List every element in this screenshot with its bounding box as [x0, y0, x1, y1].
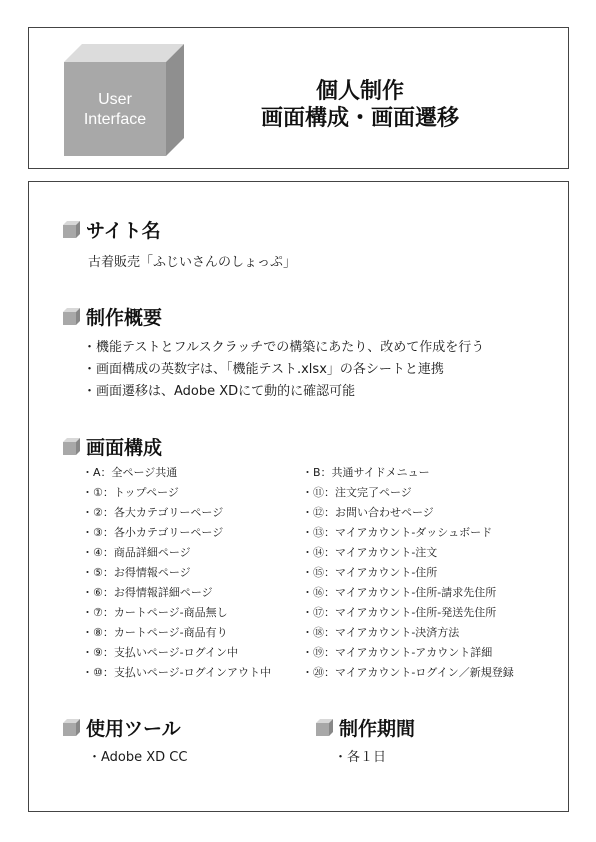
overview-item: ・機能テストとフルスクラッチでの構築にあたり、改めて作成を行う	[83, 340, 485, 355]
heading-text: 使用ツール	[86, 718, 181, 740]
page-subtitle: 画面構成・画面遷移	[260, 106, 459, 131]
screen-list-item: ・⑤：お得情報ページ	[82, 566, 191, 579]
tools-item: ・Adobe XD CC	[88, 750, 188, 765]
period-heading	[316, 714, 415, 741]
page-title: 個人制作	[315, 79, 404, 104]
square-bullet-icon	[63, 438, 80, 455]
overview-item: ・画面構成の英数字は、「機能テスト.xlsx」の各シートと連携	[83, 362, 444, 377]
screen-list-item: ・⑦：カートページ-商品無し	[82, 606, 228, 619]
screen-list-item: ・⑯：マイアカウント-住所-請求先住所	[302, 586, 497, 599]
screen-list-item: ・⑨：支払いページ-ログイン中	[82, 646, 239, 659]
screen-list-item: ・⑬：マイアカウント-ダッシュボード	[302, 526, 493, 539]
cube-label-user: User	[98, 91, 132, 108]
screen-list-item: ・⑥：お得情報詳細ページ	[82, 586, 213, 599]
screen-list-item: ・①：トップページ	[82, 486, 179, 499]
heading-text: 制作期間	[339, 718, 416, 740]
period-item: ・各１日	[334, 750, 387, 765]
screen-list-item: ・⑭：マイアカウント-注文	[302, 546, 438, 559]
overview-heading	[63, 303, 162, 330]
tools-heading	[63, 714, 181, 741]
screen-list-item: ・②：各大カテゴリーページ	[82, 506, 224, 519]
square-bullet-icon	[63, 308, 80, 325]
site-name-value: 古着販売「ふじいさんのしょっぷ」	[88, 255, 297, 270]
square-bullet-icon	[316, 719, 333, 736]
square-bullet-icon	[63, 719, 80, 736]
screen-list-item: ・⑩：支払いページ-ログインアウト中	[82, 666, 272, 679]
screen-list-item: ・A：全ページ共通	[82, 466, 178, 479]
screen-list-item: ・⑱：マイアカウント-決済方法	[302, 626, 460, 639]
screen-list-item: ・③：各小カテゴリーページ	[82, 526, 224, 539]
screens-heading	[63, 433, 162, 460]
screen-list-item: ・⑳：マイアカウント-ログイン／新規登録	[302, 666, 514, 679]
screen-list-item: ・⑫：お問い合わせページ	[302, 506, 434, 519]
heading-text: サイト名	[86, 220, 161, 242]
site-name-heading	[63, 216, 161, 243]
screen-list-item: ・B：共通サイドメニュー	[302, 466, 430, 479]
cube-label-interface: Interface	[83, 111, 147, 128]
screen-list-item: ・⑧：カートページ-商品有り	[82, 626, 228, 639]
screen-list-item: ・⑰：マイアカウント-住所-発送先住所	[302, 606, 497, 619]
screen-list-item: ・⑲：マイアカウント-アカウント詳細	[302, 646, 493, 659]
user-interface-cube-icon	[64, 44, 184, 156]
screen-list-item: ・⑪：注文完了ページ	[302, 486, 412, 499]
overview-item: ・画面遷移は、Adobe XDにて動的に確認可能	[83, 384, 356, 399]
heading-text: 画面構成	[86, 437, 163, 459]
screen-list-item: ・④：商品詳細ページ	[82, 546, 191, 559]
screen-list-item: ・⑮：マイアカウント-住所	[302, 566, 438, 579]
square-bullet-icon	[63, 221, 80, 238]
heading-text: 制作概要	[86, 307, 163, 329]
